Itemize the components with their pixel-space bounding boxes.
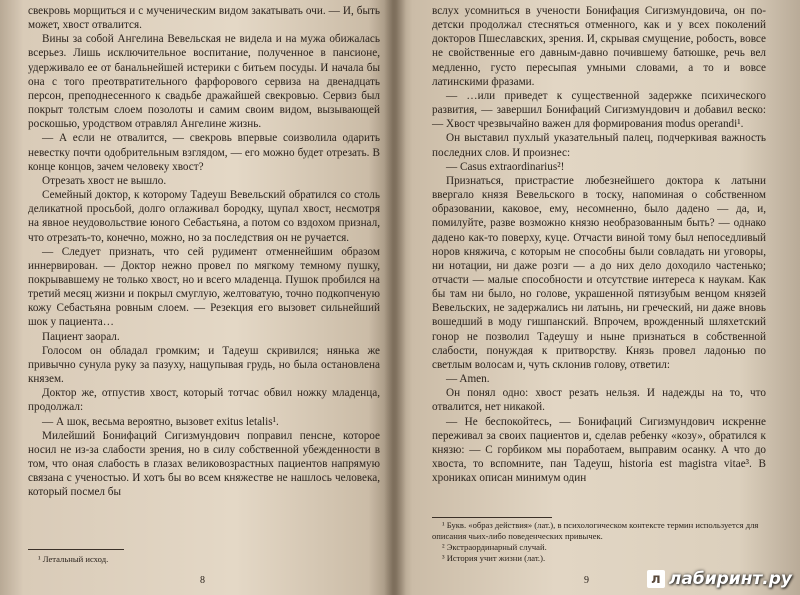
left-paragraph: Отрезать хвост не вышло. [42,174,167,187]
right-paragraph: Он понял одно: хвост резать нельзя. И надежды на то, что отвалится, нет никакой. [432,387,766,414]
right-paragraph: — …или приведет к существенной задержке психического развития, — завершил Бонифаций Сигизмундович и добавил веско: — Хвост чрезвычайно важен для формирования modus operandi¹. [432,89,766,131]
right-paragraph: — Не беспокойтесь, — Бонифаций Сигизмундович искренне переживал за своих пациентов и, сделав ребенку «козу», обратился к князю: — С горбиком мы поработаем, выправим осанку. А что до хвоста, то вспомните, пан Тадеуш, historia est magistra vitae³. В хрониках описан минимум один [432,415,766,485]
footnote-3: ³ История учит жизни (лат.). [442,553,546,563]
right-paragraph: — Amen. [446,373,490,386]
watermark [647,569,792,589]
left-paragraph: — А шок, весьма вероятно, вызовет exitus letalis¹. [42,415,279,428]
right-paragraph: Он выставил пухлый указательный палец, подчеркивая важность последних слов. И произнес: [432,132,766,159]
right-paragraph: Признаться, пристрастие любезнейшего доктора к латыни ввергало князя Вевельского в тоску, напоминая о собственном образовании, каковое, ему, несомненно, было дадено — да, и, помилуйте, разве возможно князю необразованным быть? — однако дадено как-то поверху, куце. Отчасти виной тому был непоседливый норов княжича, с которым не способны были совладать ни уговоры, ни нотации, ни даже розги — а до них дело доходило частенько; отчасти — малые способности и отсутствие интереса к наукам. Как бы там ни было, но голове, украшенной пятизубым венцом князей Вевельских, не задержались ни латынь, ни греческий, ни даже вновь вошедший в моду гишпанский. Впрочем, врожденный шляхетский гонор не позволил Тадеушу и ныне признаться в собственной слабости, понуждая к притворству. Князь провел ладонью по светлым волосам и, чуть склонив голову, ответил: [432,174,766,371]
watermark-text: лабиринт.ру [668,569,792,589]
left-paragraph: Доктор же, отпустив хвост, который тотчас обвил ножку младенца, продолжал: [28,387,380,414]
left-paragraph: Пациент заорал. [42,330,120,343]
footnote-1: ¹ Букв. «образ действия» (лат.), в психологическом контексте термин используется для описания чьих-либо поведенческих привычек. [432,520,759,541]
left-paragraph: — А если не отвалится, — свекровь впервые соизволила одарить невестку почти одобрительным взглядом, — его можно будет отрезать. В конце концов, зачем человеку хвост? [28,132,380,173]
left-page [0,0,392,595]
left-paragraph: Семейный доктор, к которому Тадеуш Вевельский обратился со столь деликатной просьбой, долго оглаживал бородку, щупал хвост, несмотря на явное неудовольствие юного Себастьяна, а потом со вздохом признал, что отрезать-то, конечно, можно, но за последствия он не ручается. [28,189,380,244]
left-footnote [28,549,124,565]
left-paragraph: свекровь морщиться и с мученическим видом закатывать очи. — И, быть может, хвост отвалится. [28,5,380,32]
page-number-right: 9 [584,575,589,586]
right-paragraph: вслух усомниться в учености Бонифация Сигизмундовича, он по-детски продолжал стесняться отменного, как и у всех поколений докторов Пшеславских, зрения. И, скрывая смущение, робость, вовсе не свойственные его давным-давно почившему батюшке, речь вел медленно, густо пересыпая умными словами, а то и вовсе латинскими фразами. [432,5,766,88]
right-footnotes [432,520,766,564]
right-paragraph: — Casus extraordinarius²! [446,160,565,173]
left-paragraph: Голосом он обладал громким; и Тадеуш скривился; нянька же привычно сунула руку за пазуху, нащупывая грудь, но была остановлена князем. [28,344,380,386]
left-paragraph: Милейший Бонифаций Сигизмундович поправил пенсне, которое носил не из-за слабости зрения, но в силу собственной убежденности в том, что оная слабость в глазах великовозрастных пациентов напрямую связана с ученостью. И хотъ бы во всем княжестве не нашлось человека, который посмел бы [28,429,380,499]
right-page [392,0,800,595]
left-paragraph: — Следует признать, что сей рудимент отменнейшим образом иннервирован. — Доктор нежно провел по мягкому темному пушку, покрывавшему не только хвост, но и всего младенца. Пушок пробился на третий месяц жизни и покрыл смуглую, желтоватую, точно подкопченую кожу Себастьяна ровным слоем. — Резекция его вызовет сильнейший шок у пациента… [28,245,380,329]
page-number-left: 8 [200,575,205,586]
labirint-logo-icon: л [647,570,665,588]
footnote-2: ² Экстраординарный случай. [442,542,547,552]
right-page-text [432,4,766,485]
left-paragraph: Вины за собой Ангелина Вевельская не видела и на мужа обижалась всерьез. Лишь исключительное воспитание, полученное в пансионе, удерживало ее от банальнейшей истерики с битьем посуды. И начала бы она с того преотвратительного фарфорового сервиза на двенадцать персон, преподнесенного к свадьбе дражайшей свекровью. Сервиз был покрыт толстым слоем позолоты и самим своим видом, вызывающей роскошью, уродством отравлял Ангелине жизнь. [28,33,380,131]
footnote-1: ¹ Летальный исход. [38,554,109,564]
left-page-text [28,4,380,499]
